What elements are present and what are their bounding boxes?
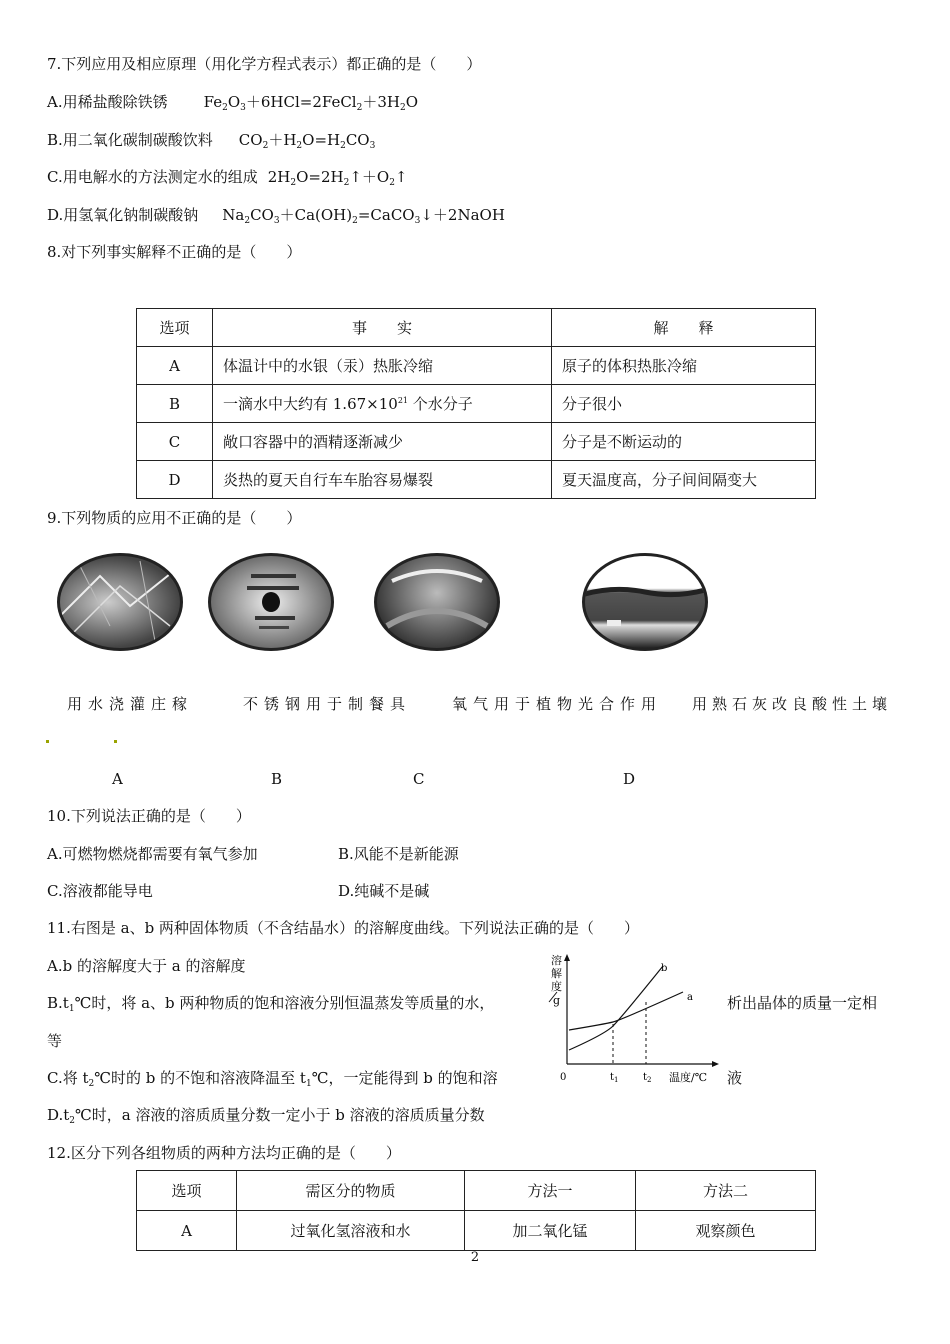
image-watering-crops (57, 553, 183, 651)
q10-option-b: B.风能不是新能源 (338, 845, 459, 863)
q8-table (136, 308, 816, 499)
q11-option-d: $D.t_2℃$时，a 溶液的溶质质量分数一定小于 b 溶液的溶质质量分数 (47, 1106, 485, 1126)
equation: $CO_2+H_2O=H_2CO_3$ (238, 131, 376, 151)
t1-label: $t_1$ (610, 1072, 619, 1084)
q9-caption-c: 氧气用于植物光合作用 (452, 695, 663, 713)
table-row (137, 461, 816, 499)
cell-method-2: 观察颜色 (636, 1211, 816, 1251)
cell-option: D (137, 461, 213, 499)
equation: $2H_2O=2H_2↑+O_2↑$ (267, 168, 408, 188)
cell-option: A (137, 1211, 237, 1251)
cell-option: B (137, 385, 213, 423)
table-header-row (137, 1171, 816, 1211)
cell-option: A (137, 347, 213, 385)
table-row (137, 1211, 816, 1251)
equation: $Na_2CO_3+Ca(OH)_2=CaCO_3↓+2NaOH$ (222, 206, 505, 226)
q11-option-c: C.将 $t_2℃$时的 b 的不饱和溶液降温至 $t_1℃$，一定能得到 b 的饱和溶 (47, 1069, 498, 1089)
q10-stem: 10.下列说法正确的是（ ） (47, 807, 251, 825)
image-lime-soil (582, 553, 708, 651)
image-plant-photosynthesis (374, 553, 500, 651)
origin-label: 0 (560, 1072, 567, 1083)
q7-option-b: B.用二氧化碳制碳酸饮料 $CO_2+H_2O=H_2CO_3$ (47, 131, 376, 151)
q8-stem: 8.对下列事实解释不正确的是（ ） (47, 243, 302, 261)
stray-mark (46, 740, 49, 743)
ylabel-char-2: 解 (551, 967, 562, 980)
q10-option-c: C.溶液都能导电 (47, 882, 153, 900)
q9-label-d: D (623, 770, 636, 788)
q11-option-b-wrap: 等 (47, 1032, 63, 1050)
q12-stem: 12.区分下列各组物质的两种方法均正确的是（ ） (47, 1144, 401, 1162)
q11-stem: 11.右图是 a、b 两种固体物质（不含结晶水）的溶解度曲线。下列说法正确的是（ ） (47, 919, 639, 937)
q9-label-a: A (112, 770, 123, 788)
stray-mark (114, 740, 117, 743)
q11-option-b: $B.t_1℃$时，将 a、b 两种物质的饱和溶液分别恒温蒸发等质量的水， (47, 994, 495, 1014)
q10-option-d: D.纯碱不是碱 (338, 882, 430, 900)
q9-label-b: B (271, 770, 283, 788)
ylabel-char-3: 度 (551, 980, 562, 993)
curve-b (569, 966, 663, 1050)
cell-option: C (137, 423, 213, 461)
header-explanation: 解 释 (552, 309, 816, 347)
cell-explanation: 原子的体积热胀冷缩 (552, 347, 816, 385)
xlabel: 温度/℃ (669, 1071, 708, 1084)
ylabel-char-1: 溶 (551, 954, 562, 967)
q9-caption-d: 用熟石灰改良酸性土壤 (692, 695, 893, 713)
cell-explanation: 夏天温度高，分子间间隔变大 (552, 461, 816, 499)
cell-fact: 敞口容器中的酒精逐渐减少 (213, 423, 552, 461)
table-row (137, 347, 816, 385)
q7-option-c: C.用电解水的方法测定水的组成 $2H_2O=2H_2↑+O_2↑$ (47, 168, 408, 188)
cell-items: 过氧化氢溶液和水 (237, 1211, 465, 1251)
cell-fact: 体温计中的水银（汞）热胀冷缩 (213, 347, 552, 385)
table-row (137, 385, 816, 423)
t2-label: $t_2$ (643, 1072, 652, 1084)
header-option: 选项 (137, 309, 213, 347)
curve-b-label: b (661, 963, 668, 974)
cell-explanation: 分子是不断运动的 (552, 423, 816, 461)
curve-a-label: a (687, 992, 693, 1003)
header-method-2: 方法二 (636, 1171, 816, 1211)
q10-option-a: A.可燃物燃烧都需要有氧气参加 (47, 845, 258, 863)
q7-stem: 7.下列应用及相应原理（用化学方程式表示）都正确的是（ ） (47, 55, 482, 73)
header-items: 需区分的物质 (237, 1171, 465, 1211)
header-fact: 事 实 (213, 309, 552, 347)
q9-caption-b: 不锈钢用于制餐具 (243, 695, 412, 713)
cell-fact: 炎热的夏天自行车车胎容易爆裂 (213, 461, 552, 499)
cell-fact: 一滴水中大约有 $1.67\times 10^{21}$ 个水分子 (213, 385, 552, 423)
q7-option-d: D.用氢氧化钠制碳酸钠 $Na_2CO_3+Ca(OH)_2=CaCO_3↓+2NaOH$ (47, 206, 505, 226)
header-option: 选项 (137, 1171, 237, 1211)
equation: $Fe_2O_3+6HCl=2FeCl_2+3H_2O$ (203, 93, 419, 113)
cell-method-1: 加二氧化锰 (465, 1211, 636, 1251)
image-steel-tableware (208, 553, 334, 651)
x-axis-arrow (712, 1061, 719, 1067)
q11-option-a: A.b 的溶解度大于 a 的溶解度 (47, 957, 246, 975)
table-row (137, 423, 816, 461)
q9-label-c: C (413, 770, 425, 788)
header-method-1: 方法一 (465, 1171, 636, 1211)
q11-option-b-tail: 析出晶体的质量一定相 (727, 994, 878, 1012)
q9-caption-a: 用水浇灌庄稼 (67, 695, 194, 713)
y-axis-arrow (564, 954, 570, 961)
q9-stem: 9.下列物质的应用不正确的是（ ） (47, 509, 302, 527)
ylabel-unit: g (553, 994, 561, 1007)
q7-option-a: A.用稀盐酸除铁锈 $Fe_2O_3+6HCl=2FeCl_2+3H_2O$ (47, 93, 419, 113)
table-header-row (137, 309, 816, 347)
page-number: 2 (470, 1250, 480, 1265)
q12-table (136, 1170, 816, 1251)
cell-explanation: 分子很小 (552, 385, 816, 423)
solubility-graph (545, 950, 720, 1090)
q11-option-c-tail: 液 (727, 1069, 743, 1087)
